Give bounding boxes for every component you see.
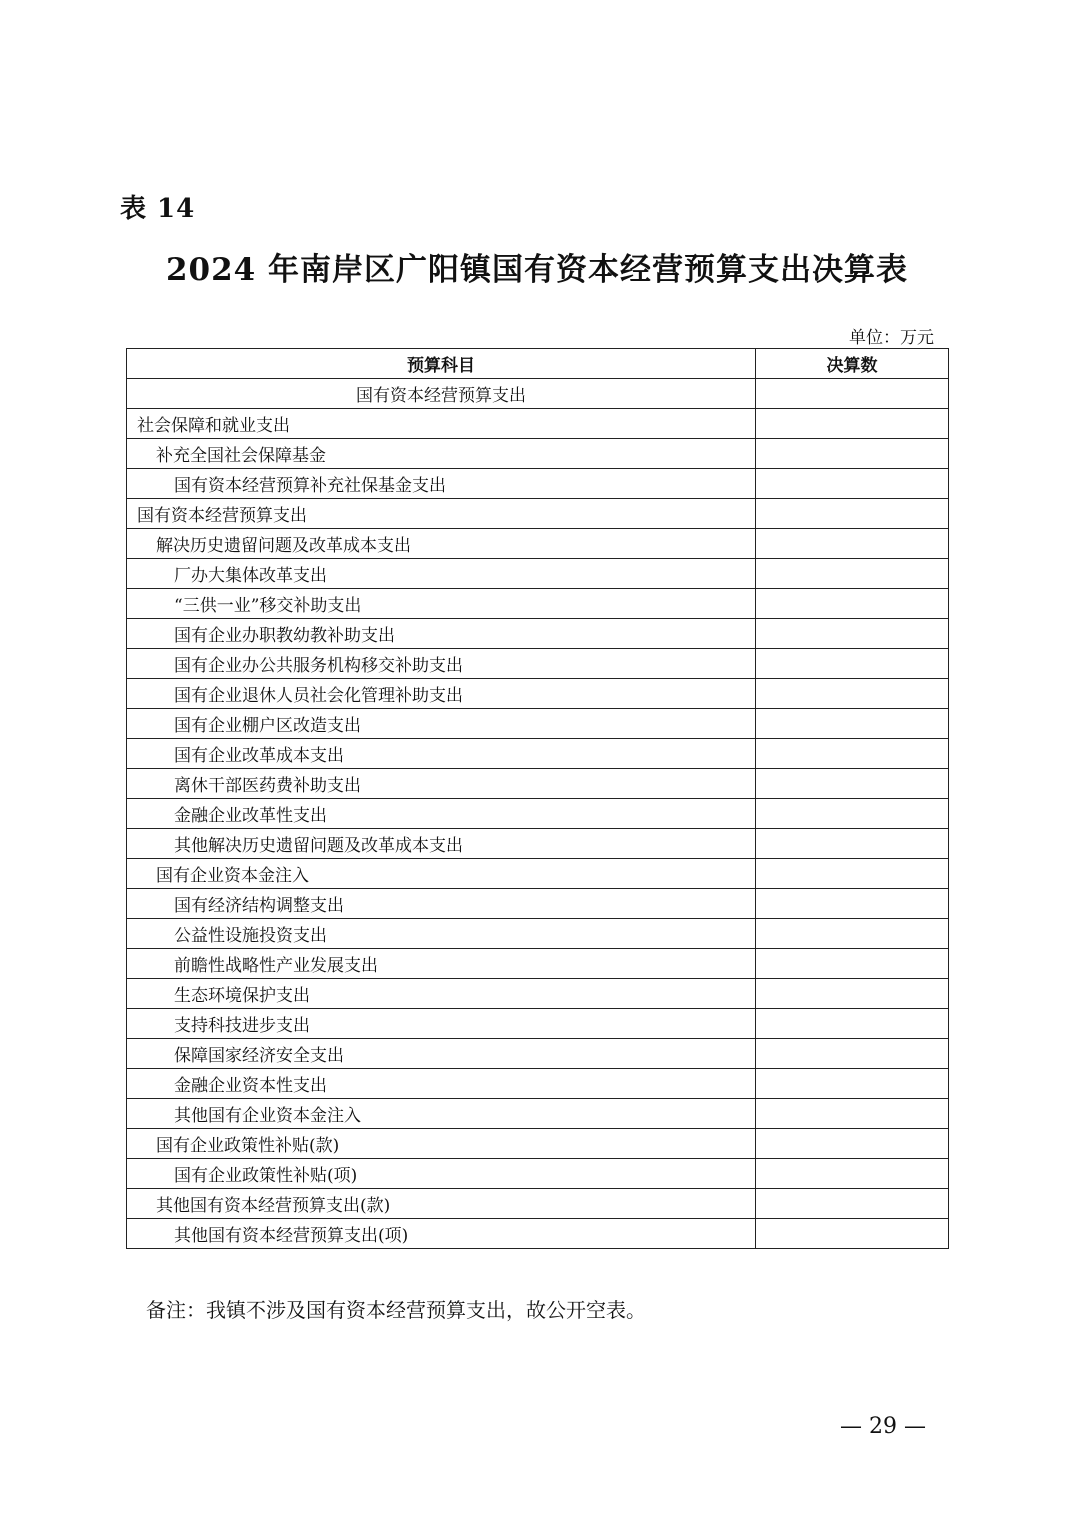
table-row (127, 1189, 949, 1219)
row-subject: 金融企业资本性支出 (127, 1069, 756, 1099)
table-row (127, 859, 949, 889)
table-row (127, 799, 949, 829)
table-row (127, 1159, 949, 1189)
row-subject: 国有企业退休人员社会化管理补助支出 (127, 679, 756, 709)
table-body (127, 379, 949, 1249)
row-subject: 国有企业办公共服务机构移交补助支出 (127, 649, 756, 679)
row-amount (756, 799, 949, 829)
row-subject: 补充全国社会保障基金 (127, 439, 756, 469)
row-subject: 前瞻性战略性产业发展支出 (127, 949, 756, 979)
row-subject: 其他国有资本经营预算支出(项) (127, 1219, 756, 1249)
row-subject: 公益性设施投资支出 (127, 919, 756, 949)
row-amount (756, 949, 949, 979)
row-amount (756, 1099, 949, 1129)
table-row (127, 709, 949, 739)
row-amount (756, 1189, 949, 1219)
table-row (127, 619, 949, 649)
row-amount (756, 379, 949, 409)
table-row (127, 1039, 949, 1069)
table-row (127, 829, 949, 859)
row-subject: 国有企业政策性补贴(款) (127, 1129, 756, 1159)
table-row (127, 889, 949, 919)
row-amount (756, 979, 949, 1009)
row-amount (756, 499, 949, 529)
row-subject: 保障国家经济安全支出 (127, 1039, 756, 1069)
row-amount (756, 679, 949, 709)
row-subject: 社会保障和就业支出 (127, 409, 756, 439)
row-subject: 国有企业办职教幼教补助支出 (127, 619, 756, 649)
table-row (127, 1099, 949, 1129)
table-row (127, 769, 949, 799)
table-row (127, 679, 949, 709)
row-amount (756, 589, 949, 619)
table-row (127, 529, 949, 559)
row-amount (756, 859, 949, 889)
row-amount (756, 439, 949, 469)
row-amount (756, 1219, 949, 1249)
table-row (127, 739, 949, 769)
page-title: 2024 年南岸区广阳镇国有资本经营预算支出决算表 (165, 252, 909, 288)
row-amount (756, 1159, 949, 1189)
header-budget-subject: 预算科目 (127, 349, 756, 379)
row-subject: 解决历史遗留问题及改革成本支出 (127, 529, 756, 559)
table-row (127, 919, 949, 949)
row-subject: 厂办大集体改革支出 (127, 559, 756, 589)
table-row (127, 1219, 949, 1249)
table-label: 表 14 (120, 194, 196, 224)
page-number: — 29 — (840, 1414, 926, 1439)
row-amount (756, 619, 949, 649)
row-amount (756, 769, 949, 799)
row-subject: 国有资本经营预算补充社保基金支出 (127, 469, 756, 499)
footnote: 备注：我镇不涉及国有资本经营预算支出，故公开空表。 (146, 1298, 646, 1322)
row-amount (756, 469, 949, 499)
table-header-row (127, 349, 949, 379)
row-amount (756, 1069, 949, 1099)
row-subject: 国有企业政策性补贴(项) (127, 1159, 756, 1189)
row-subject: 国有经济结构调整支出 (127, 889, 756, 919)
row-subject: 离休干部医药费补助支出 (127, 769, 756, 799)
table-row (127, 649, 949, 679)
table-row (127, 469, 949, 499)
row-subject: 支持科技进步支出 (127, 1009, 756, 1039)
row-subject: 国有企业棚户区改造支出 (127, 709, 756, 739)
table-row (127, 499, 949, 529)
row-amount (756, 919, 949, 949)
row-amount (756, 739, 949, 769)
unit-label: 单位：万元 (849, 328, 934, 348)
table-row (127, 589, 949, 619)
row-amount (756, 889, 949, 919)
row-subject: 国有资本经营预算支出 (127, 499, 756, 529)
row-amount (756, 1009, 949, 1039)
row-amount (756, 709, 949, 739)
row-amount (756, 829, 949, 859)
budget-table (126, 348, 949, 1249)
row-subject: 国有企业资本金注入 (127, 859, 756, 889)
table-row (127, 949, 949, 979)
table-row (127, 1009, 949, 1039)
row-subject: 国有企业改革成本支出 (127, 739, 756, 769)
row-subject: 其他国有资本经营预算支出(款) (127, 1189, 756, 1219)
table-row (127, 439, 949, 469)
row-subject: 国有资本经营预算支出 (127, 379, 756, 409)
row-amount (756, 559, 949, 589)
row-amount (756, 1039, 949, 1069)
table-row (127, 979, 949, 1009)
row-subject: 金融企业改革性支出 (127, 799, 756, 829)
row-subject: 生态环境保护支出 (127, 979, 756, 1009)
row-amount (756, 649, 949, 679)
row-subject: “三供一业”移交补助支出 (127, 589, 756, 619)
table-row (127, 379, 949, 409)
row-subject: 其他国有企业资本金注入 (127, 1099, 756, 1129)
table-row (127, 1129, 949, 1159)
table-row (127, 559, 949, 589)
row-subject: 其他解决历史遗留问题及改革成本支出 (127, 829, 756, 859)
row-amount (756, 1129, 949, 1159)
row-amount (756, 529, 949, 559)
table-row (127, 1069, 949, 1099)
header-final-amount: 决算数 (756, 349, 949, 379)
row-amount (756, 409, 949, 439)
table-row (127, 409, 949, 439)
